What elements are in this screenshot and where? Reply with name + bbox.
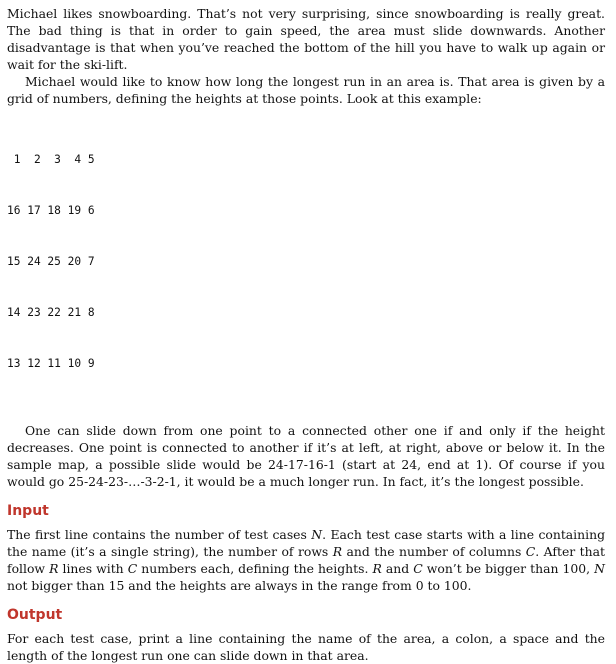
- input-text: . Each test case starts with a line containing the name (it’s a single string), the number of rows: [7, 527, 606, 559]
- grid-row: 13 12 11 10 9: [7, 357, 95, 370]
- example-grid: [7, 117, 605, 406]
- input-text: and the number of columns: [342, 544, 526, 559]
- explanation-paragraph: One can slide down from one point to a connected other one if and only if the height decreases. One point is connected to another if it’s at left, at right, above or below it. In the sample map, a possible slide would be 24-17-16-1 (start at 24, end at 1). Of course if you would go 25-24-23-…-3-2-1, it would be a much longer run. In fact, it’s the longest possible.: [7, 423, 605, 489]
- math-var: R: [332, 544, 343, 559]
- math-var: N: [311, 527, 323, 542]
- input-text: The first line contains the number of test cases: [7, 527, 312, 542]
- input-text: lines with: [58, 561, 128, 576]
- input-paragraph: [7, 526, 605, 594]
- input-text: won’t be bigger than 100,: [422, 561, 595, 576]
- grid-row: 14 23 22 21 8: [7, 306, 95, 319]
- output-paragraph: For each test case, print a line containing the name of the area, a colon, a space and the length of the longest run one can slide down in that area.: [7, 631, 605, 663]
- math-var: C: [127, 561, 138, 576]
- input-heading: Input: [7, 503, 49, 519]
- input-text: and: [381, 561, 414, 576]
- output-heading: Output: [7, 607, 63, 623]
- input-text: . After that follow: [7, 544, 605, 576]
- math-var: R: [372, 561, 382, 576]
- math-var: C: [413, 561, 423, 576]
- math-var: C: [525, 544, 536, 559]
- intro-paragraph-2: Michael would like to know how long the longest run in an area is. That area is given by a grid of numbers, defining the heights at those points. Look at this example:: [7, 74, 605, 106]
- math-var: R: [49, 561, 59, 576]
- input-text: not bigger than 15 and the heights are always in the range from 0 to 100.: [7, 578, 472, 593]
- intro-paragraph-1: Michael likes snowboarding. That’s not very surprising, since snowboarding is really great. The bad thing is that in order to gain speed, the area must slide downwards. Another disadvantage is that when you’ve reached the bottom of the hill you have to walk up again or wait for the ski-lift.: [7, 6, 605, 72]
- math-var: N: [594, 561, 605, 576]
- input-text: numbers each, defining the heights.: [137, 561, 373, 576]
- grid-row: 1 2 3 4 5: [7, 153, 95, 166]
- grid-row: 16 17 18 19 6: [7, 204, 95, 217]
- grid-row: 15 24 25 20 7: [7, 255, 95, 268]
- problem-statement: [7, 5, 605, 664]
